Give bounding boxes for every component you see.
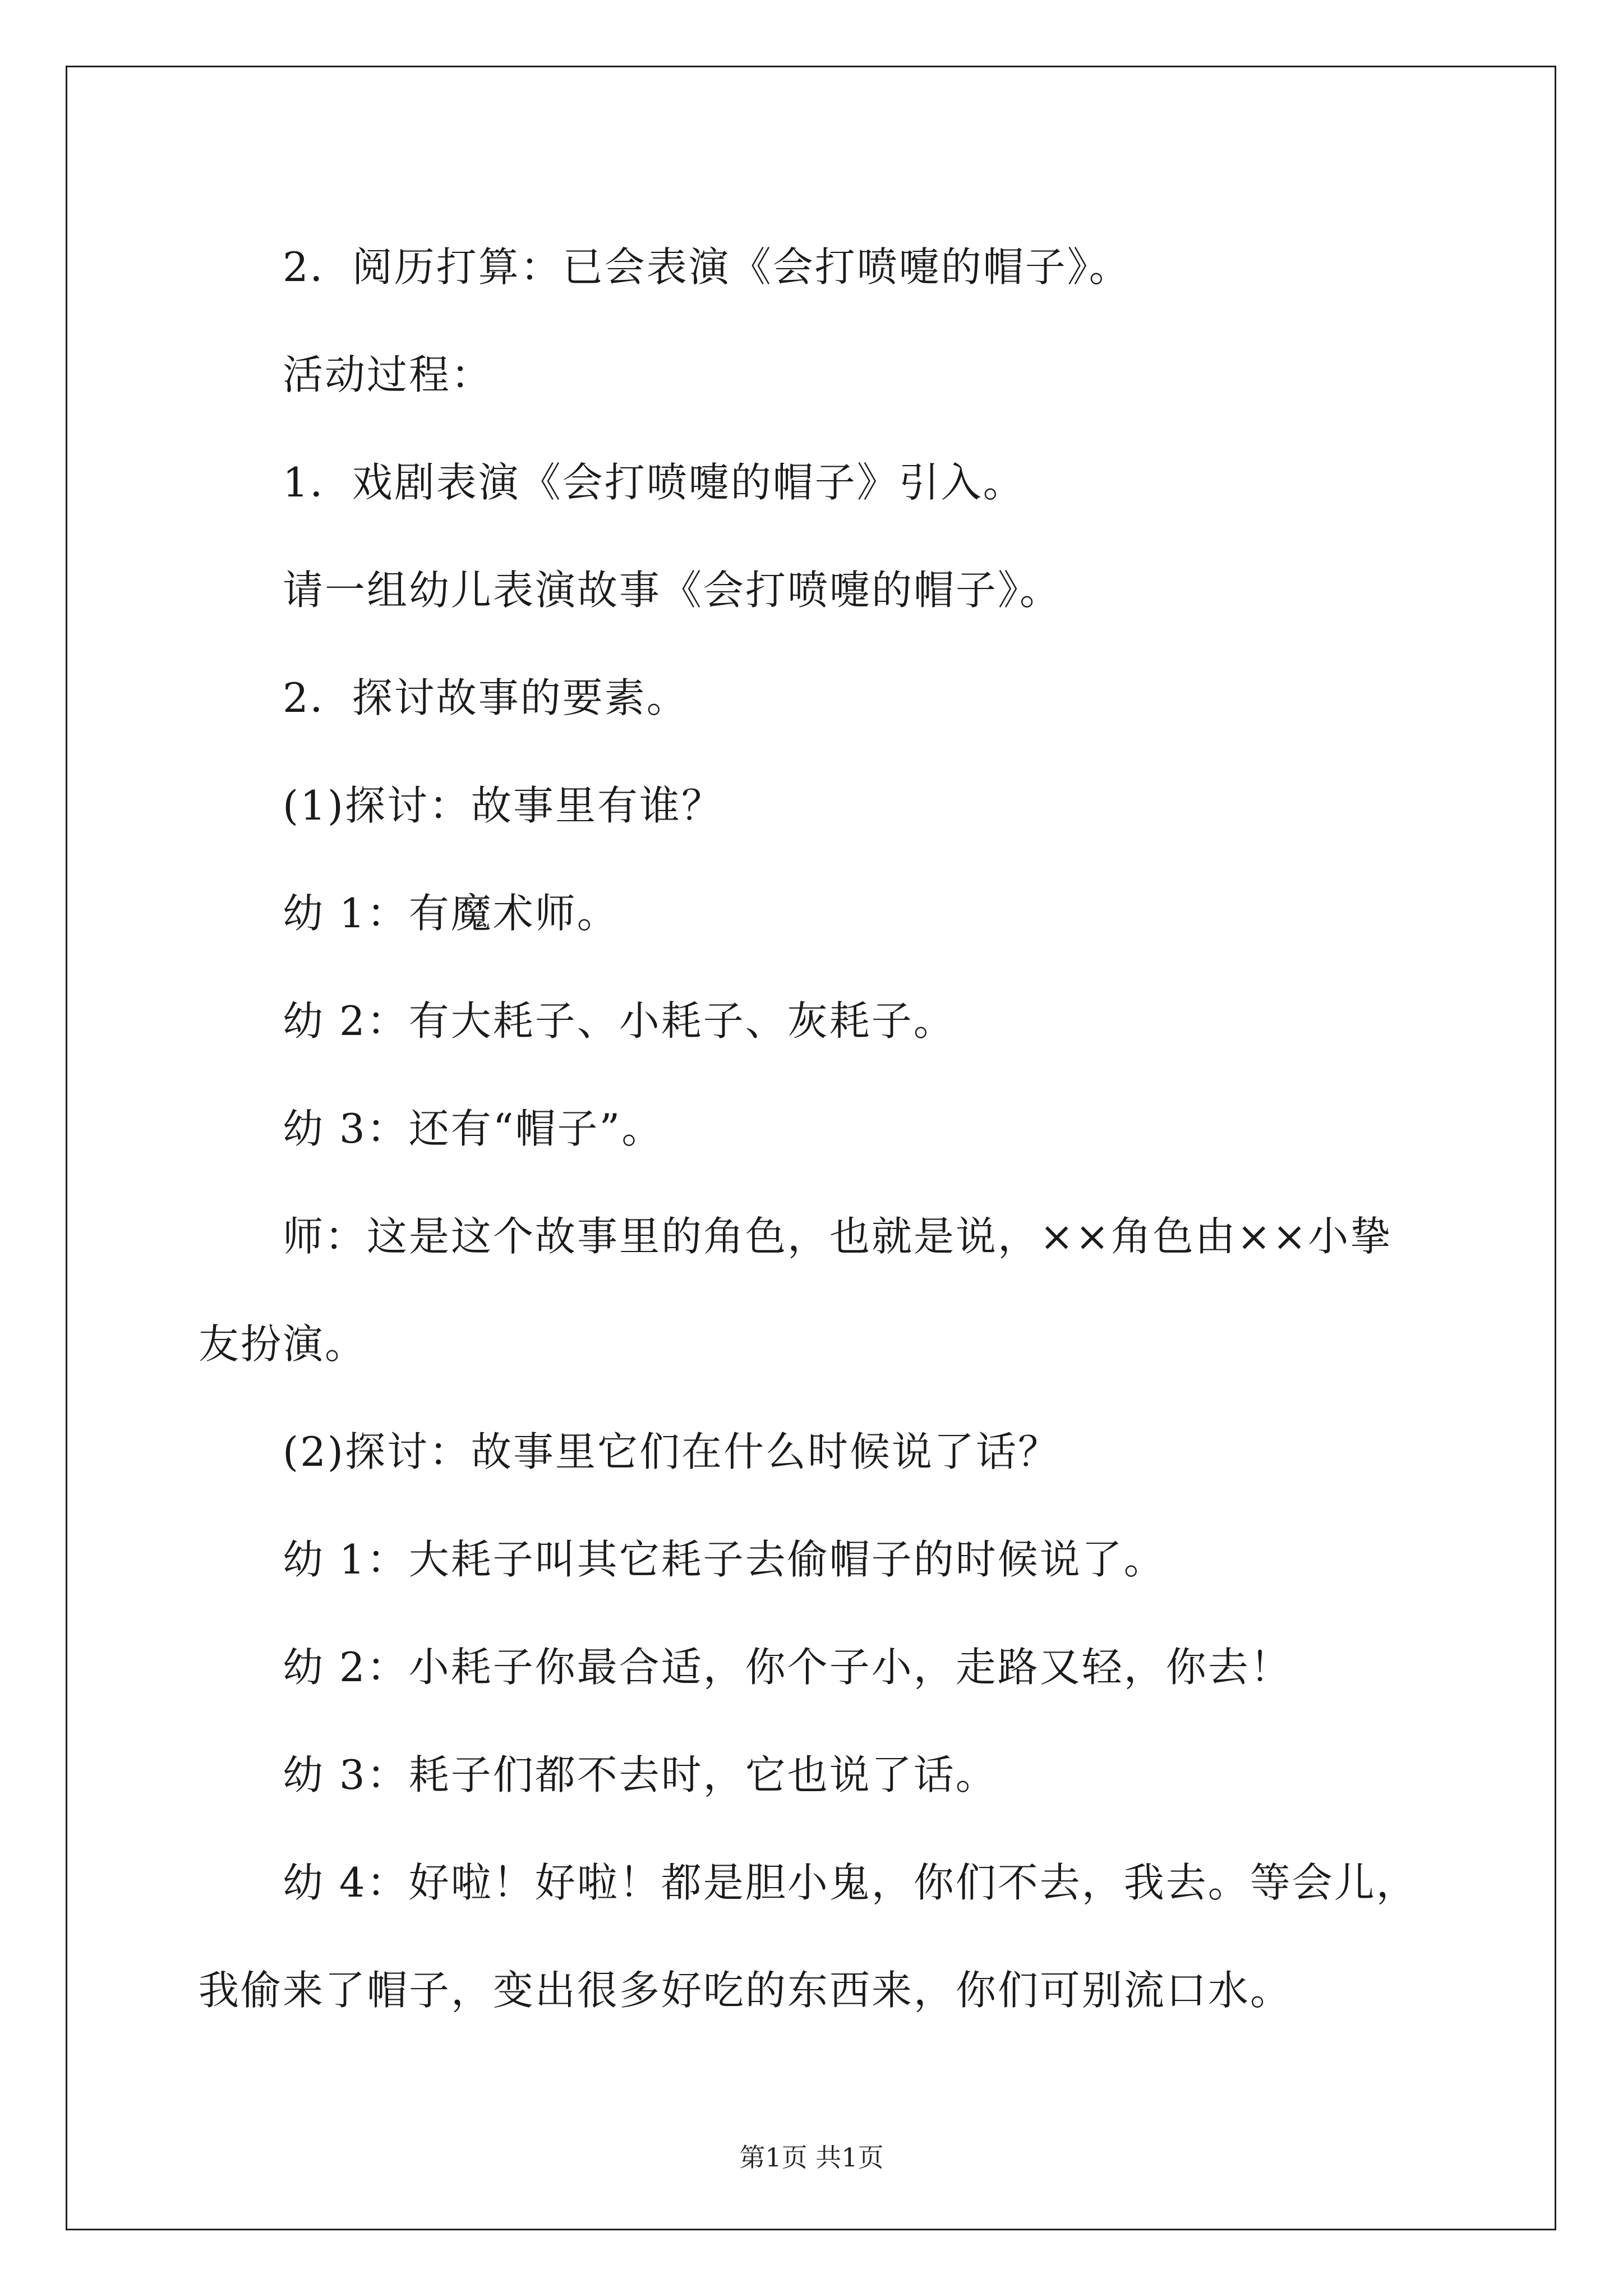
paragraph-child-answer: 幼 3：还有“帽子”。 bbox=[283, 1105, 664, 1152]
paragraph-child-answer: 幼 2：小耗子你最合适，你个子小，走路又轻，你去！ bbox=[283, 1644, 1292, 1691]
paragraph-process-heading: 活动过程： bbox=[283, 351, 494, 398]
paragraph-child-answer: 幼 1：大耗子叫其它耗子去偷帽子的时候说了。 bbox=[283, 1536, 1166, 1583]
paragraph-child-answer: 幼 4：好啦！好啦！都是胆小鬼，你们不去，我去。等会儿，我偷来了帽子，变出很多好吃的东西来，你们可别流口水。 bbox=[199, 1859, 1418, 2014]
paragraph-question-2: (2)探讨：故事里它们在什么时候说了话？ bbox=[283, 1428, 1060, 1475]
paragraph-group-performance: 请一组幼儿表演故事《会打喷嚏的帽子》。 bbox=[283, 567, 1062, 614]
paragraph-step-2: 2．探讨故事的要素。 bbox=[283, 674, 689, 721]
paragraph-preparation: 2．阅历打算：已会表演《会打喷嚏的帽子》。 bbox=[283, 243, 1131, 291]
paragraph-child-answer: 幼 1：有魔术师。 bbox=[283, 890, 619, 937]
paragraph-child-answer: 幼 3：耗子们都不去时，它也说了话。 bbox=[283, 1751, 998, 1798]
paragraph-child-answer: 幼 2：有大耗子、小耗子、灰耗子。 bbox=[283, 997, 956, 1045]
page-number-footer: 第1页 共1页 bbox=[739, 2142, 884, 2173]
document-body bbox=[199, 213, 1432, 2044]
paragraph-teacher-remark: 师：这是这个故事里的角色，也就是说，××角色由××小挚友扮演。 bbox=[199, 1213, 1393, 1368]
paragraph-question-1: (1)探讨：故事里有谁？ bbox=[283, 782, 723, 829]
paragraph-step-1: 1．戏剧表演《会打喷嚏的帽子》引入。 bbox=[283, 459, 1025, 506]
